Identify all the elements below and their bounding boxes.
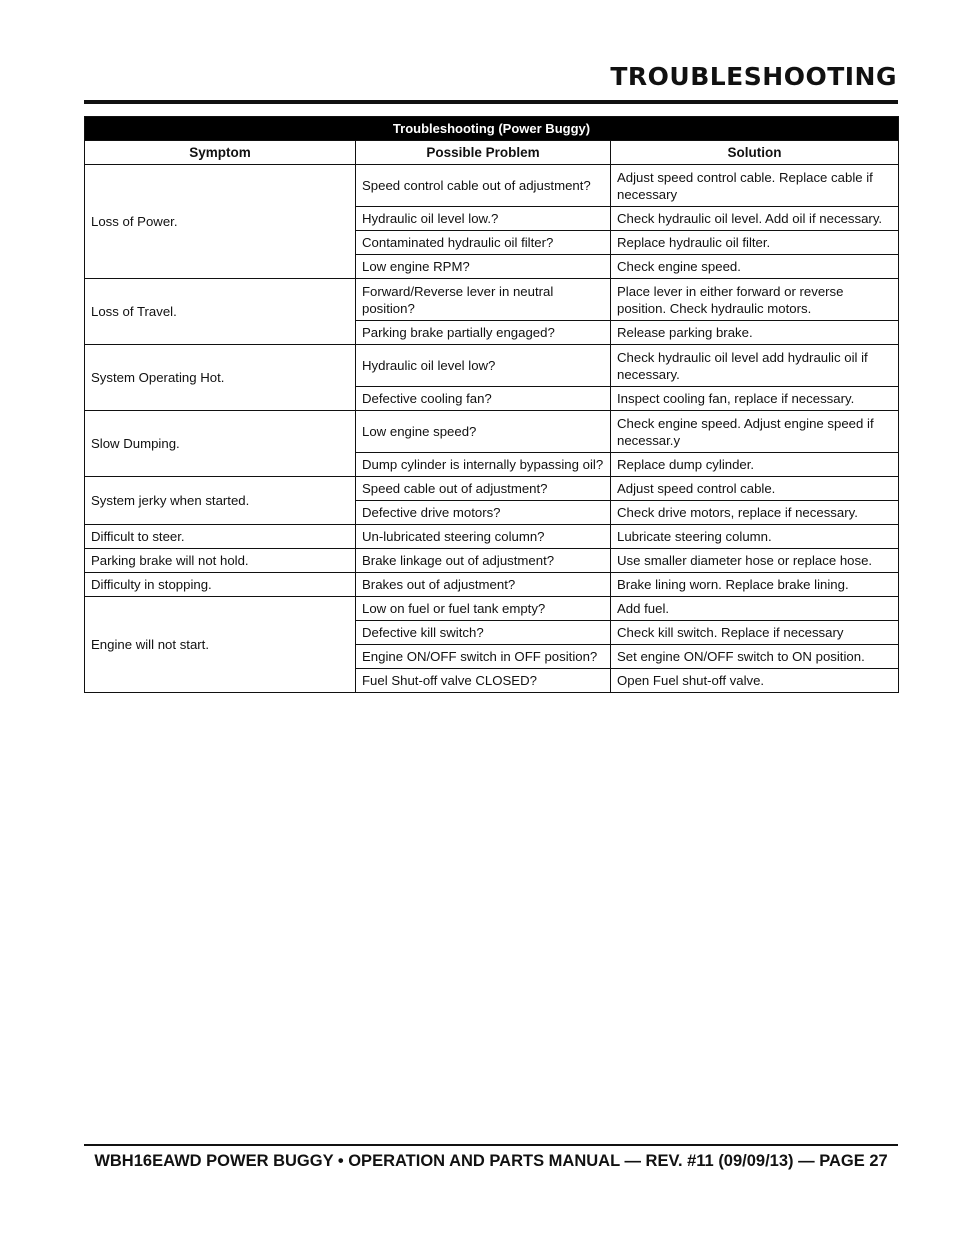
- solution-cell: Check drive motors, replace if necessary.: [611, 501, 899, 525]
- column-header-solution: Solution: [611, 141, 899, 165]
- symptom-cell: Slow Dumping.: [85, 411, 356, 477]
- symptom-cell: Loss of Power.: [85, 165, 356, 279]
- problem-cell: Brakes out of adjustment?: [356, 573, 611, 597]
- solution-cell: Check kill switch. Replace if necessary: [611, 621, 899, 645]
- problem-cell: Defective cooling fan?: [356, 387, 611, 411]
- table-row: [85, 279, 899, 321]
- table-row: [85, 411, 899, 453]
- solution-cell: Check engine speed.: [611, 255, 899, 279]
- solution-cell: Check hydraulic oil level add hydraulic oil if necessary.: [611, 345, 899, 387]
- solution-cell: Check hydraulic oil level. Add oil if necessary.: [611, 207, 899, 231]
- problem-cell: Defective drive motors?: [356, 501, 611, 525]
- solution-cell: Add fuel.: [611, 597, 899, 621]
- table-row: [85, 549, 899, 573]
- solution-cell: Adjust speed control cable. Replace cable if necessary: [611, 165, 899, 207]
- solution-cell: Open Fuel shut-off valve.: [611, 669, 899, 693]
- problem-cell: Speed cable out of adjustment?: [356, 477, 611, 501]
- problem-cell: Low on fuel or fuel tank empty?: [356, 597, 611, 621]
- solution-cell: Replace dump cylinder.: [611, 453, 899, 477]
- table-row: [85, 165, 899, 207]
- problem-cell: Dump cylinder is internally bypassing oil?: [356, 453, 611, 477]
- problem-cell: Brake linkage out of adjustment?: [356, 549, 611, 573]
- problem-cell: Speed control cable out of adjustment?: [356, 165, 611, 207]
- table-row: [85, 525, 899, 549]
- symptom-cell: Loss of Travel.: [85, 279, 356, 345]
- solution-cell: Release parking brake.: [611, 321, 899, 345]
- title-divider: [84, 100, 898, 104]
- problem-cell: Parking brake partially engaged?: [356, 321, 611, 345]
- problem-cell: Hydraulic oil level low.?: [356, 207, 611, 231]
- problem-cell: Forward/Reverse lever in neutral position?: [356, 279, 611, 321]
- problem-cell: Low engine RPM?: [356, 255, 611, 279]
- solution-cell: Place lever in either forward or reverse position. Check hydraulic motors.: [611, 279, 899, 321]
- symptom-cell: Parking brake will not hold.: [85, 549, 356, 573]
- table-row: [85, 573, 899, 597]
- problem-cell: Fuel Shut-off valve CLOSED?: [356, 669, 611, 693]
- column-header-symptom: Symptom: [85, 141, 356, 165]
- problem-cell: Contaminated hydraulic oil filter?: [356, 231, 611, 255]
- solution-cell: Lubricate steering column.: [611, 525, 899, 549]
- symptom-cell: Difficult to steer.: [85, 525, 356, 549]
- symptom-cell: Engine will not start.: [85, 597, 356, 693]
- symptom-cell: Difficulty in stopping.: [85, 573, 356, 597]
- solution-cell: Adjust speed control cable.: [611, 477, 899, 501]
- troubleshooting-table: [84, 116, 899, 693]
- table-row: [85, 477, 899, 501]
- symptom-cell: System jerky when started.: [85, 477, 356, 525]
- solution-cell: Set engine ON/OFF switch to ON position.: [611, 645, 899, 669]
- solution-cell: Brake lining worn. Replace brake lining.: [611, 573, 899, 597]
- table-row: [85, 597, 899, 621]
- problem-cell: Hydraulic oil level low?: [356, 345, 611, 387]
- table-caption: Troubleshooting (Power Buggy): [85, 117, 899, 141]
- problem-cell: Un-lubricated steering column?: [356, 525, 611, 549]
- solution-cell: Replace hydraulic oil filter.: [611, 231, 899, 255]
- problem-cell: Defective kill switch?: [356, 621, 611, 645]
- problem-cell: Low engine speed?: [356, 411, 611, 453]
- problem-cell: Engine ON/OFF switch in OFF position?: [356, 645, 611, 669]
- footer-divider: [84, 1144, 898, 1146]
- table-row: [85, 345, 899, 387]
- column-header-possible-problem: Possible Problem: [356, 141, 611, 165]
- page-title: TROUBLESHOOTING: [610, 62, 897, 91]
- solution-cell: Check engine speed. Adjust engine speed if necessar.y: [611, 411, 899, 453]
- solution-cell: Inspect cooling fan, replace if necessary.: [611, 387, 899, 411]
- solution-cell: Use smaller diameter hose or replace hose.: [611, 549, 899, 573]
- page-footer: WBH16EAWD POWER BUGGY • OPERATION AND PARTS MANUAL — REV. #11 (09/09/13) — PAGE 27: [94, 1152, 888, 1170]
- symptom-cell: System Operating Hot.: [85, 345, 356, 411]
